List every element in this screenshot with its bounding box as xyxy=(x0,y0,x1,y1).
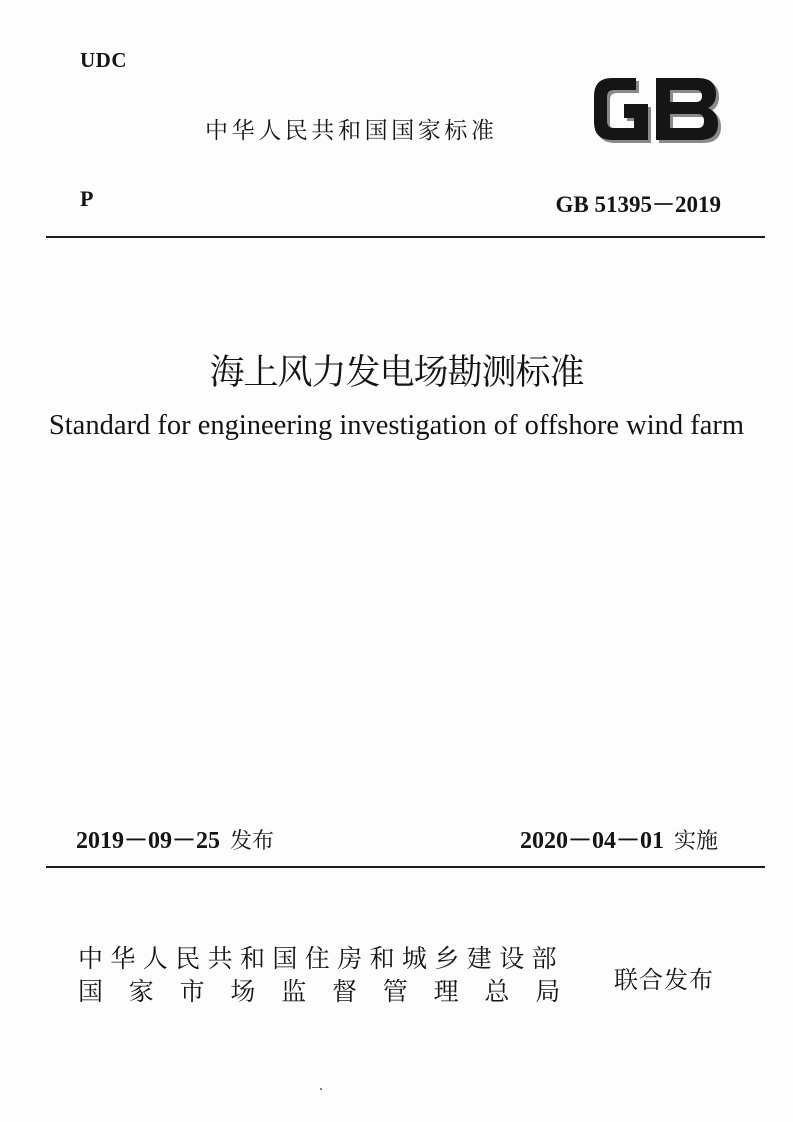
bottom-divider xyxy=(46,866,765,868)
joint-release-label: 联合发布 xyxy=(614,966,714,994)
title-chinese: 海上风力发电场勘测标准 xyxy=(209,353,584,393)
issuing-authorities xyxy=(78,942,586,1008)
standard-number: GB 51395－2019 xyxy=(555,192,721,217)
implementation-word: 实施 xyxy=(673,829,718,854)
paper-speck xyxy=(320,1088,322,1090)
gb-logo-text: GB xyxy=(590,74,592,75)
top-divider xyxy=(46,236,765,238)
issue-date-block xyxy=(76,820,274,855)
implementation-date: 2020－04－01 xyxy=(519,828,664,854)
udc-label: UDC xyxy=(80,48,127,72)
issue-date: 2019－09－25 xyxy=(76,828,220,854)
implementation-date-block xyxy=(520,820,718,855)
title-english: Standard for engineering investigation of offshore wind farm xyxy=(48,410,745,441)
issuer-ministry: 中华人民共和国住房和城乡建设部 xyxy=(78,944,565,973)
gb-logo xyxy=(590,74,724,146)
issue-word: 发布 xyxy=(230,829,275,854)
national-standard-heading: 中华人民共和国国家标准 xyxy=(205,118,498,144)
classification-code: P xyxy=(80,186,94,211)
issuer-administration: 国家市场监督管理总局 xyxy=(78,977,587,1006)
